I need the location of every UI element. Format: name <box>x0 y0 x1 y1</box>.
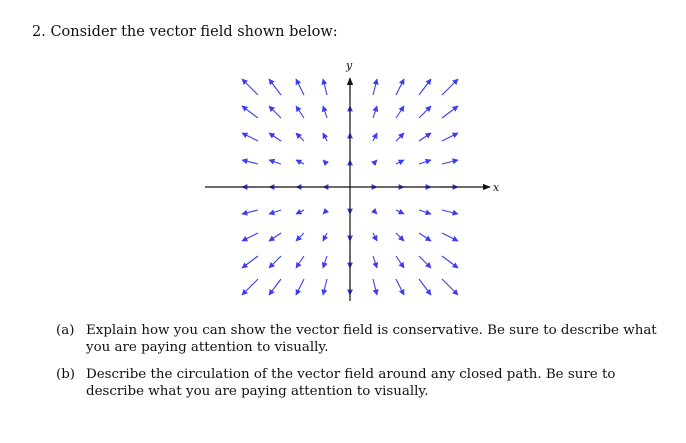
field-arrow <box>323 233 327 241</box>
part-b <box>56 366 676 400</box>
field-arrow <box>296 79 304 95</box>
field-arrow <box>373 160 377 164</box>
field-arrow <box>373 279 377 295</box>
field-arrow <box>242 210 258 214</box>
field-arrow <box>269 256 281 268</box>
field-arrow <box>419 133 431 141</box>
field-arrow <box>442 106 458 118</box>
field-arrow <box>442 256 458 268</box>
field-arrow <box>269 233 281 241</box>
field-arrow <box>323 133 327 141</box>
problem-heading: 2. Consider the vector field shown below: <box>32 24 338 40</box>
field-arrow <box>323 279 327 295</box>
field-arrow <box>269 160 281 164</box>
vector-field-plot <box>200 56 510 306</box>
field-arrow <box>442 233 458 241</box>
part-b-text: Describe the circulation of the vector field around any closed path. Be sure to describe what you are paying attention to visually. <box>86 367 616 399</box>
field-arrow <box>323 210 327 214</box>
field-arrow <box>419 256 431 268</box>
field-arrow <box>269 210 281 214</box>
field-arrow <box>296 160 304 164</box>
x-axis-label: x <box>493 181 500 194</box>
field-arrow <box>419 279 431 295</box>
field-arrow <box>242 279 258 295</box>
field-arrow <box>296 106 304 118</box>
field-arrow <box>296 256 304 268</box>
field-arrow <box>442 133 458 141</box>
field-arrow <box>373 210 377 214</box>
part-a <box>56 322 676 356</box>
field-arrow <box>323 256 327 268</box>
field-arrow <box>296 133 304 141</box>
field-arrow <box>396 133 404 141</box>
part-a-label: (a) <box>56 323 75 338</box>
field-arrow <box>442 210 458 214</box>
field-arrow <box>242 256 258 268</box>
field-arrow <box>419 106 431 118</box>
field-arrow <box>396 79 404 95</box>
field-arrow <box>242 79 258 95</box>
field-arrow <box>419 210 431 214</box>
field-arrow <box>296 233 304 241</box>
y-axis-label: y <box>346 59 353 72</box>
field-arrow <box>442 279 458 295</box>
part-b-label: (b) <box>56 367 76 382</box>
field-arrow <box>323 79 327 95</box>
field-arrow <box>242 160 258 164</box>
field-arrow <box>296 279 304 295</box>
field-arrow <box>269 133 281 141</box>
field-arrow <box>323 160 327 164</box>
field-arrow <box>269 79 281 95</box>
field-arrow <box>396 106 404 118</box>
field-arrow <box>373 256 377 268</box>
field-arrow <box>396 160 404 164</box>
field-arrow <box>396 210 404 214</box>
field-arrow <box>373 133 377 141</box>
field-arrow <box>296 210 304 214</box>
field-arrow <box>373 79 377 95</box>
field-arrow <box>269 279 281 295</box>
field-arrow <box>442 160 458 164</box>
field-arrow <box>396 256 404 268</box>
field-arrow <box>323 106 327 118</box>
part-a-text: Explain how you can show the vector field is conservative. Be sure to describe what you are paying attention to visually. <box>86 323 657 355</box>
field-arrow <box>419 160 431 164</box>
field-arrow <box>396 233 404 241</box>
field-arrow <box>396 279 404 295</box>
field-arrow <box>242 133 258 141</box>
vector-field-figure <box>200 56 510 306</box>
field-arrow <box>242 233 258 241</box>
problem-parts <box>56 322 676 410</box>
field-arrow <box>419 233 431 241</box>
field-arrow <box>373 106 377 118</box>
field-arrow <box>373 233 377 241</box>
field-arrow <box>269 106 281 118</box>
field-arrow <box>442 79 458 95</box>
field-arrow <box>419 79 431 95</box>
field-arrow <box>242 106 258 118</box>
